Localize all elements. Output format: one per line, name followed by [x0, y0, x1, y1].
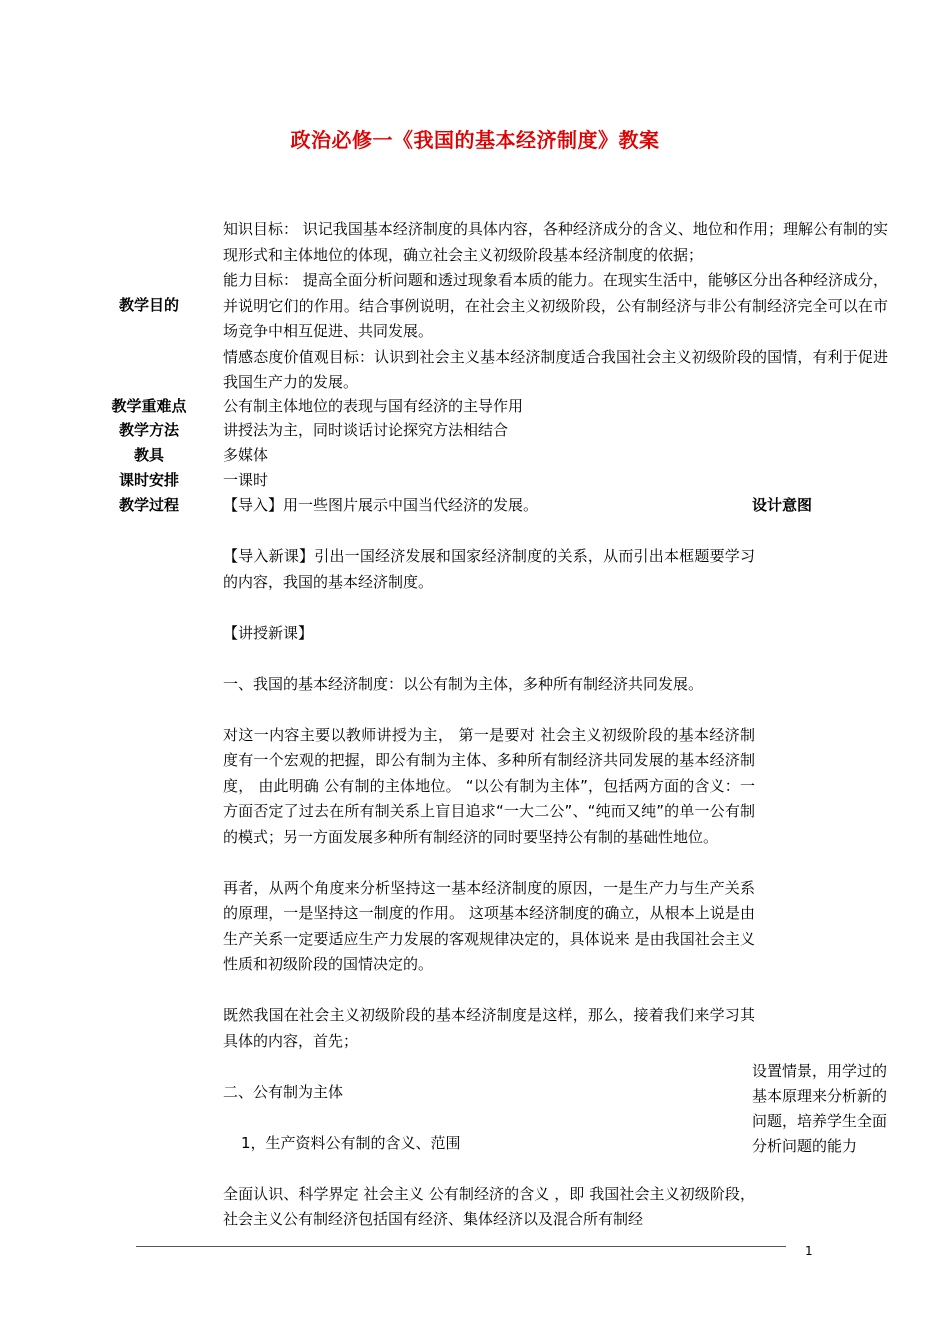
document-title: 政治必修一《我国的基本经济制度》教案 — [290, 128, 660, 152]
page-number: 1 — [805, 1244, 813, 1258]
label-process: 教学过程 — [118, 496, 179, 514]
process-paragraph: 对这一内容主要以教师讲授为主， 第一是要对 社会主义初级阶段的基本经济制度有一个宏观的把握，即公有制为主体、多种所有制经济共同发展的基本经济制度， 由此明确 公有制的主体地位。 “以公有制为主体”，包括两方面的含义：一方面否定了过去在所有制关系上盲目追求“一大二公”、“纯而又纯”的单一公有制的模式；另一方面发展多种所有制经济的同时要坚持公有制的基础性地位。 — [223, 725, 755, 846]
process-paragraph: 既然我国在社会主义初级阶段的基本经济制度是这样，那么，接着我们来学习其具体的内容，首先； — [223, 1006, 755, 1050]
goal-emotion: 情感态度价值观目标：认识到社会主义基本经济制度适合我国社会主义初级阶段的国情，有利于促进我国生产力的发展。 — [223, 347, 888, 391]
value-schedule: 一课时 — [223, 471, 269, 489]
value-key-points: 公有制主体地位的表现与国有经济的主导作用 — [223, 397, 524, 415]
goal-knowledge: 知识目标： 识记我国基本经济制度的具体内容，各种经济成分的含义、地位和作用；理解公有制的实现形式和主体地位的体现，确立社会主义初级阶段基本经济制度的依据； — [223, 220, 888, 264]
teaching-goals — [223, 217, 888, 396]
process-content — [223, 493, 755, 1233]
process-paragraph: 再者，从两个角度来分析坚持这一基本经济制度的原因，一是生产力与生产关系的原理，一是坚持这一制度的作用。 这项基本经济制度的确立，从根本上说是由生产关系一定要适应生产力发展的客观规律决定的，具体说来 是由我国社会主义性质和初级阶段的国情决定的。 — [223, 878, 755, 973]
label-purpose: 教学目的 — [118, 296, 179, 314]
process-lecture-heading: 【讲授新课】 — [223, 623, 314, 642]
label-key-points: 教学重难点 — [111, 397, 187, 415]
process-subsection: 1，生产资料公有制的含义、范围 — [241, 1133, 461, 1152]
design-intent-note: 设置情景，用学过的基本原理来分析新的问题，培养学生全面分析问题的能力 — [752, 1062, 888, 1155]
process-new-lesson-intro: 【导入新课】引出一国经济发展和国家经济制度的关系，从而引出本框题要学习的内容，我国的基本经济制度。 — [223, 547, 755, 591]
design-intent-header: 设计意图 — [752, 496, 813, 514]
label-schedule: 课时安排 — [118, 471, 179, 489]
goal-ability: 能力目标： 提高全面分析问题和透过现象看本质的能力。在现实生活中，能够区分出各种经济成分，并说明它们的作用。结合事例说明，在社会主义初级阶段，公有制经济与非公有制经济完全可以在市场竞争中相互促进、共同发展。 — [223, 271, 888, 340]
process-paragraph: 全面认识、科学界定 社会主义 公有制经济的含义 ，即 我国社会主义初级阶段，社会主义公有制经济包括国有经济、集体经济以及混合所有制经 — [223, 1184, 755, 1228]
value-method: 讲授法为主，同时谈话讨论探究方法相结合 — [223, 421, 509, 439]
process-intro: 【导入】用一些图片展示中国当代经济的发展。 — [223, 496, 539, 514]
process-section-two: 二、公有制为主体 — [223, 1082, 344, 1101]
label-tools: 教具 — [133, 446, 164, 464]
process-section-one: 一、我国的基本经济制度：以公有制为主体，多种所有制经济共同发展。 — [223, 674, 704, 693]
value-tools: 多媒体 — [223, 446, 269, 464]
label-method: 教学方法 — [118, 421, 179, 439]
footer-divider — [136, 1246, 786, 1247]
